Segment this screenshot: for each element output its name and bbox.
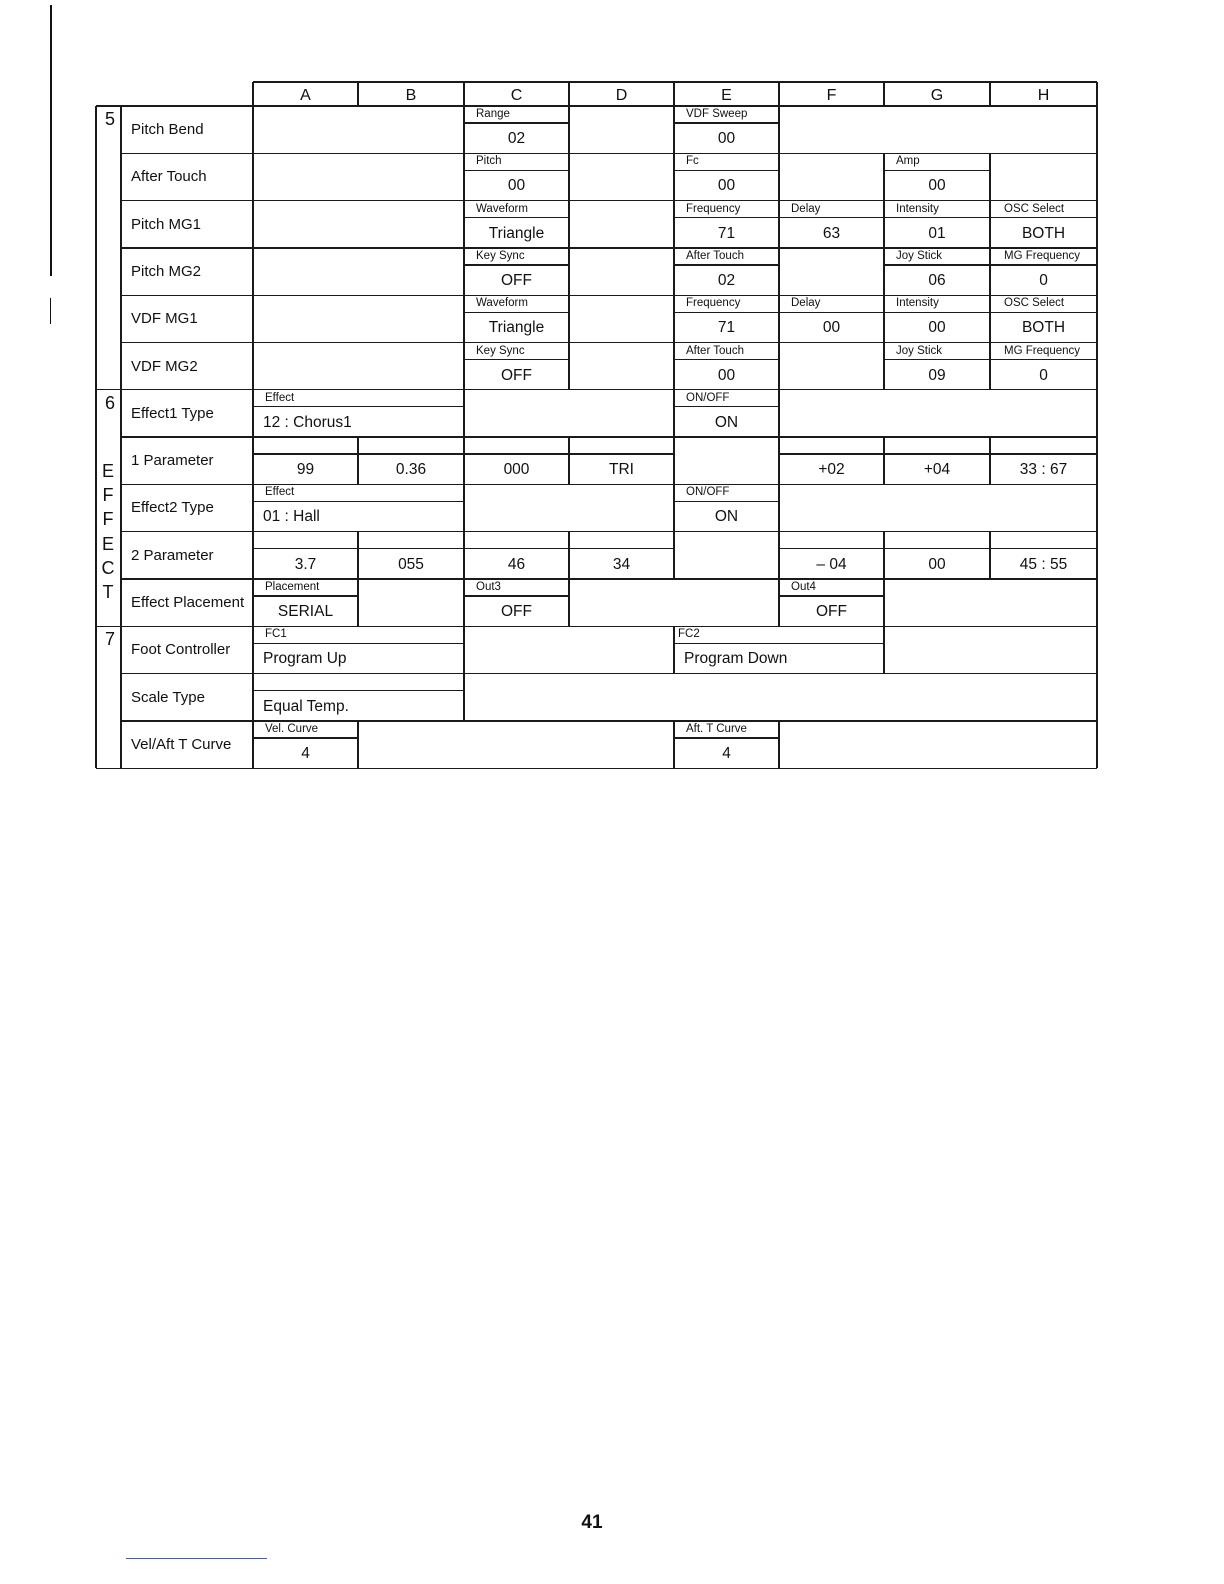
value-top-line — [464, 453, 569, 454]
parameter-value: TRI — [609, 461, 634, 479]
field-label: After Touch — [686, 344, 744, 357]
field-border — [673, 201, 674, 248]
header-divider — [463, 82, 464, 106]
value-top-line — [358, 453, 464, 454]
field-label: Effect — [265, 391, 295, 404]
field-label: Range — [476, 108, 510, 120]
field-border — [673, 106, 674, 153]
field-label-line — [884, 217, 990, 218]
row-label: 2 Parameter — [131, 546, 214, 564]
value-border — [463, 437, 464, 484]
field-border — [673, 721, 674, 768]
field-value: ON — [714, 413, 739, 431]
field-border — [778, 106, 779, 153]
field-border — [673, 626, 674, 673]
field-border — [778, 484, 779, 531]
field-label-line — [464, 122, 569, 123]
field-label-line — [253, 406, 464, 407]
section-number-6: 6 — [105, 392, 116, 413]
field-border — [252, 484, 253, 531]
header-divider — [778, 82, 779, 106]
parameter-value: 46 — [507, 555, 526, 573]
field-border — [778, 248, 779, 295]
value-top-line — [779, 548, 884, 549]
field-border — [883, 201, 884, 248]
field-border — [778, 201, 779, 248]
field-value: 01 — [928, 224, 946, 242]
value-top-line — [358, 548, 464, 549]
field-label-line — [990, 312, 1097, 313]
field-label-line — [253, 690, 464, 691]
field-label-line — [779, 595, 884, 596]
field-value: Program Down — [684, 650, 788, 668]
row-label: Scale Type — [131, 688, 205, 706]
field-label-line — [253, 501, 464, 502]
parameter-value: +02 — [818, 461, 845, 479]
row-divider — [121, 247, 1097, 248]
parameter-value: 99 — [296, 461, 315, 479]
field-label-line — [674, 406, 779, 407]
value-border — [463, 532, 464, 579]
field-label: Intensity — [896, 297, 939, 310]
field-border — [1096, 201, 1097, 248]
field-border — [568, 343, 569, 390]
field-label-line — [674, 737, 779, 738]
field-label-line — [779, 217, 884, 218]
field-value: 02 — [717, 271, 736, 289]
field-border — [463, 295, 464, 342]
value-top-line — [253, 453, 358, 454]
value-border — [568, 437, 569, 484]
field-border — [673, 153, 674, 200]
field-value: 4 — [301, 744, 310, 762]
effect-letter: E — [101, 461, 115, 481]
header-divider — [989, 82, 990, 106]
field-border — [463, 153, 464, 200]
field-border — [252, 390, 253, 437]
section-number-7: 7 — [105, 629, 116, 650]
field-label-line — [779, 312, 884, 313]
row-divider — [121, 484, 1097, 485]
row-label: After Touch — [131, 168, 207, 186]
column-header-a: A — [300, 87, 311, 104]
field-border — [673, 343, 674, 390]
field-value: OFF — [501, 271, 532, 289]
field-label-line — [464, 595, 569, 596]
value-border — [252, 437, 253, 484]
field-border — [568, 248, 569, 295]
value-top-line — [569, 453, 674, 454]
field-label-line — [674, 217, 779, 218]
field-border — [463, 484, 464, 531]
column-header-h: H — [1037, 87, 1050, 104]
field-value: 63 — [822, 224, 841, 242]
value-border — [252, 532, 253, 579]
effect-letter: E — [101, 534, 115, 554]
field-label-line — [674, 312, 779, 313]
field-border — [778, 343, 779, 390]
field-label-line — [884, 312, 990, 313]
value-border — [883, 437, 884, 484]
value-top-line — [990, 548, 1097, 549]
field-border — [673, 248, 674, 295]
field-value: SERIAL — [277, 603, 334, 620]
row-divider — [121, 578, 1097, 579]
field-label-line — [253, 737, 358, 738]
column-header-e: E — [721, 87, 732, 104]
field-value: 12 : Chorus1 — [263, 413, 352, 431]
header-divider — [357, 82, 358, 106]
row-label: Pitch MG1 — [131, 215, 202, 233]
column-header-d: D — [615, 87, 628, 104]
field-value: ON — [714, 508, 739, 526]
header-divider — [1096, 82, 1097, 106]
value-border — [673, 532, 674, 579]
field-label-line — [464, 217, 569, 218]
row-divider — [121, 531, 1097, 532]
field-border — [1096, 295, 1097, 342]
effect-letter: C — [101, 558, 115, 578]
value-border — [1096, 532, 1097, 579]
field-border — [883, 579, 884, 626]
page-number: 41 — [581, 1512, 603, 1533]
field-border — [778, 390, 779, 437]
field-border — [252, 626, 253, 673]
footer-rule — [126, 1558, 267, 1559]
row-divider — [96, 389, 1097, 390]
field-border — [252, 579, 253, 626]
field-value: 01 : Hall — [263, 508, 320, 526]
row-divider — [121, 720, 1097, 721]
field-border — [989, 201, 990, 248]
field-label: Waveform — [476, 202, 528, 215]
row-divider — [121, 153, 1097, 154]
field-label-line — [464, 264, 569, 265]
field-label-line — [884, 359, 990, 360]
effect-letter: T — [102, 582, 114, 602]
field-value: OFF — [501, 603, 532, 620]
parameter-value: 055 — [398, 555, 424, 573]
value-border — [883, 532, 884, 579]
header-top-line — [253, 81, 1097, 82]
row-divider — [121, 200, 1097, 201]
field-border — [1096, 343, 1097, 390]
field-value: 00 — [822, 319, 841, 337]
column-header-f: F — [826, 87, 837, 104]
field-label: OSC Select — [1004, 202, 1065, 215]
row-label: Effect2 Type — [131, 499, 214, 517]
effect-letter: F — [102, 485, 114, 505]
field-border — [463, 106, 464, 153]
field-label-line — [884, 170, 990, 171]
header-divider — [568, 82, 569, 106]
field-border — [463, 626, 464, 673]
value-top-line — [990, 453, 1097, 454]
field-label: Frequency — [686, 297, 741, 310]
field-label-line — [464, 312, 569, 313]
field-label: Effect — [265, 486, 295, 499]
field-value: 06 — [928, 271, 946, 289]
field-border — [357, 721, 358, 768]
header-divider — [883, 82, 884, 106]
row-divider — [121, 673, 1097, 674]
field-value: 00 — [717, 366, 736, 384]
table-bottom-line — [96, 768, 1097, 769]
field-label: Waveform — [476, 297, 528, 310]
field-label-line — [990, 217, 1097, 218]
field-label: Key Sync — [476, 249, 525, 262]
field-label: Amp — [896, 155, 920, 168]
field-value: Equal Temp. — [263, 697, 349, 715]
row-label: Effect Placement — [131, 594, 245, 611]
field-label: ON/OFF — [686, 391, 730, 404]
value-top-line — [569, 548, 674, 549]
field-border — [673, 390, 674, 437]
parameter-value: 000 — [503, 461, 530, 479]
field-border — [989, 153, 990, 200]
field-label: Delay — [791, 297, 821, 310]
field-label-line — [674, 122, 779, 123]
field-border — [463, 248, 464, 295]
field-label-line — [674, 170, 779, 171]
field-border — [989, 248, 990, 295]
field-border — [568, 106, 569, 153]
column-header-g: G — [930, 87, 944, 104]
field-label: VDF Sweep — [686, 108, 748, 120]
value-border — [568, 532, 569, 579]
field-label-line — [674, 501, 779, 502]
field-value: 0 — [1039, 271, 1048, 289]
field-border — [463, 390, 464, 437]
field-value: 00 — [717, 130, 736, 147]
field-border — [252, 721, 253, 768]
effect-letter: F — [102, 509, 114, 529]
field-value: OFF — [816, 603, 847, 620]
field-border — [463, 579, 464, 626]
field-border — [568, 153, 569, 200]
value-border — [989, 437, 990, 484]
field-label: Pitch — [476, 155, 502, 168]
value-border — [778, 437, 779, 484]
value-border — [989, 532, 990, 579]
field-border — [252, 674, 253, 721]
field-label: Delay — [791, 202, 821, 215]
field-border — [883, 248, 884, 295]
field-label-line — [990, 359, 1097, 360]
field-label-line — [884, 264, 990, 265]
row-label: Pitch Bend — [131, 121, 204, 138]
field-label: Frequency — [686, 202, 741, 215]
field-label: Fc — [686, 155, 699, 168]
field-border — [883, 153, 884, 200]
field-label-line — [674, 264, 779, 265]
field-label: Key Sync — [476, 344, 525, 357]
field-border — [673, 484, 674, 531]
field-label: FC1 — [265, 628, 287, 641]
field-border — [989, 295, 990, 342]
field-value: BOTH — [1021, 319, 1066, 337]
field-label-line — [674, 359, 779, 360]
field-label: MG Frequency — [1004, 344, 1081, 357]
value-top-line — [464, 548, 569, 549]
field-border — [883, 295, 884, 342]
field-border — [778, 579, 779, 626]
value-top-line — [779, 453, 884, 454]
field-value: 09 — [928, 366, 946, 384]
value-border — [778, 532, 779, 579]
parameter-value: 3.7 — [294, 555, 317, 573]
field-border — [883, 343, 884, 390]
field-border — [568, 201, 569, 248]
field-value: Triangle — [488, 319, 545, 337]
field-label: Placement — [265, 581, 320, 593]
field-label-line — [464, 170, 569, 171]
column-header-b: B — [405, 87, 417, 104]
parameter-value: 0.36 — [395, 461, 427, 479]
header-divider — [252, 82, 253, 106]
table-left-line — [95, 106, 96, 768]
value-top-line — [884, 453, 990, 454]
row-label: VDF MG2 — [131, 357, 198, 375]
field-label-line — [464, 359, 569, 360]
field-border — [568, 295, 569, 342]
field-value: 00 — [928, 319, 946, 337]
field-value: Triangle — [488, 224, 545, 242]
field-border — [778, 721, 779, 768]
field-border — [989, 343, 990, 390]
field-value: 71 — [717, 319, 736, 337]
field-label: MG Frequency — [1004, 249, 1081, 262]
field-label: Out3 — [476, 581, 501, 593]
field-border — [1096, 248, 1097, 295]
value-top-line — [253, 548, 358, 549]
row-divider — [121, 295, 1097, 296]
column-header-c: C — [510, 87, 523, 104]
value-border — [357, 532, 358, 579]
parameter-value: +04 — [923, 461, 951, 479]
field-value: 71 — [717, 224, 736, 242]
field-value: BOTH — [1021, 224, 1066, 242]
header-divider — [673, 82, 674, 106]
field-label: Aft. T Curve — [686, 722, 747, 735]
row-label: Foot Controller — [131, 641, 231, 659]
field-label: Intensity — [896, 202, 939, 215]
field-label: Joy Stick — [896, 249, 943, 262]
row-divider — [121, 342, 1097, 343]
field-value: 4 — [722, 744, 731, 762]
field-label-line — [253, 643, 464, 644]
field-label: FC2 — [678, 628, 700, 641]
row-label: Effect1 Type — [131, 404, 214, 422]
field-border — [883, 626, 884, 673]
field-border — [778, 295, 779, 342]
section-number-5: 5 — [105, 109, 116, 129]
field-label-line — [674, 643, 884, 644]
value-border — [673, 437, 674, 484]
table-top-line — [96, 105, 1097, 106]
value-border — [357, 437, 358, 484]
value-border — [1096, 437, 1097, 484]
row-label: Pitch MG2 — [131, 262, 202, 280]
parameter-value: 34 — [612, 555, 631, 573]
field-value: 0 — [1039, 366, 1048, 384]
row-divider — [121, 436, 1097, 437]
field-label-line — [990, 264, 1097, 265]
field-value: 00 — [928, 177, 946, 195]
field-value: OFF — [501, 366, 532, 384]
field-border — [673, 295, 674, 342]
parameter-value: 00 — [928, 555, 946, 573]
parameter-value: 33 : 67 — [1019, 461, 1068, 479]
field-border — [463, 674, 464, 721]
field-label: After Touch — [686, 249, 744, 262]
field-label: OSC Select — [1004, 297, 1065, 310]
field-label: Joy Stick — [896, 344, 943, 357]
row-label: 1 Parameter — [131, 452, 214, 470]
field-value: 00 — [717, 177, 736, 195]
field-label: Out4 — [791, 581, 816, 593]
field-border — [463, 201, 464, 248]
field-border — [357, 579, 358, 626]
field-value: 00 — [507, 177, 526, 195]
value-top-line — [884, 548, 990, 549]
parameter-value: 45 : 55 — [1019, 555, 1068, 573]
field-value: 02 — [507, 130, 526, 147]
field-border — [568, 579, 569, 626]
field-label: ON/OFF — [686, 486, 730, 499]
parameter-value: – 04 — [816, 555, 847, 573]
row-label: VDF MG1 — [131, 310, 198, 328]
field-label: Vel. Curve — [265, 722, 319, 735]
row-label: Vel/Aft T Curve — [131, 735, 232, 753]
field-border — [778, 153, 779, 200]
field-border — [463, 343, 464, 390]
row-divider — [96, 626, 1097, 627]
field-value: Program Up — [263, 650, 347, 668]
field-label-line — [253, 595, 358, 596]
